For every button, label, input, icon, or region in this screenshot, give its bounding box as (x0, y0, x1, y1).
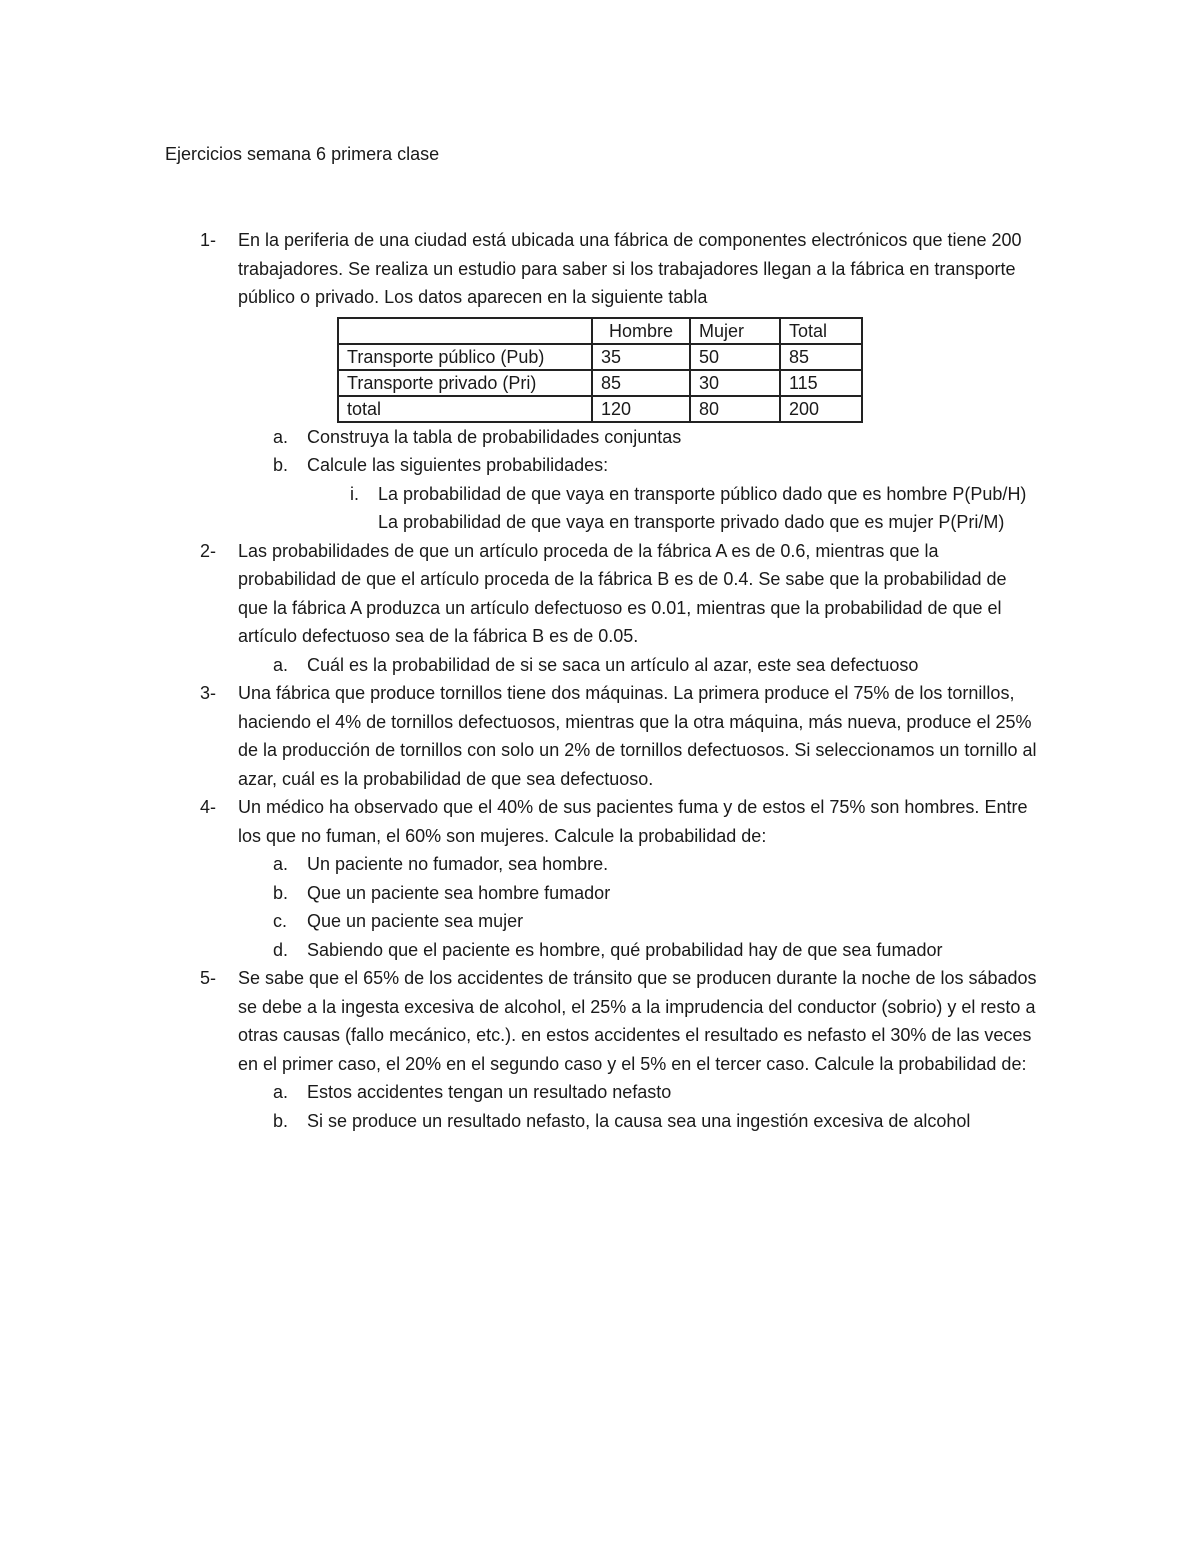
part-text: Estos accidentes tengan un resultado nefasto (307, 1082, 672, 1102)
table-row (338, 344, 862, 370)
table-row (338, 370, 862, 396)
part-text: Sabiendo que el paciente es hombre, qué probabilidad hay de que sea fumador (307, 939, 943, 960)
part-text: La probabilidad de que vaya en transporte público dado que es hombre P(Pub/H) La probabilidad de que vaya en transporte privado dado que es mujer P(Pri/M) (378, 483, 1027, 532)
part-label: a. (273, 1082, 289, 1102)
exercise-1-part-a (200, 423, 1040, 452)
table-header-row (338, 318, 862, 344)
exercise-4-part-c (200, 907, 1040, 936)
exercise-4 (200, 793, 1040, 850)
table-cell: Transporte privado (Pri) (338, 370, 592, 396)
part-text: Calcule las siguientes probabilidades: (307, 455, 609, 475)
exercise-5-part-a (200, 1078, 1040, 1107)
table-cell: 30 (690, 370, 780, 396)
table-cell: 115 (780, 370, 862, 396)
part-label: a. (273, 654, 289, 675)
table-cell: 85 (780, 344, 862, 370)
transport-table (337, 317, 863, 423)
part-label: i. (350, 483, 359, 504)
exercise-number: 4- (200, 797, 217, 817)
table-header-cell: Mujer (690, 318, 780, 344)
page-title: Ejercicios semana 6 primera clase (165, 144, 440, 164)
exercise-text: Las probabilidades de que un artículo proceda de la fábrica A es de 0.6, mientras que la probabilidad de que el artículo proceda de la fábrica B es de 0.4. Se sabe que la probabilidad de que la fábrica A produzca un artículo defectuoso es 0.01, mientras que la probabilidad de que el artículo defectuoso sea de la fábrica B es de 0.05. (238, 540, 1007, 646)
exercise-1 (200, 226, 1040, 312)
exercise-5 (200, 964, 1040, 1078)
exercise-number: 2- (200, 540, 217, 561)
table-header-cell: Total (780, 318, 862, 344)
exercise-2-part-a (200, 651, 1040, 680)
part-label: a. (273, 426, 289, 447)
part-label: b. (273, 455, 289, 475)
exercise-text: Una fábrica que produce tornillos tiene dos máquinas. La primera produce el 75% de los tornillos, haciendo el 4% de tornillos defectuosos, mientras que la otra máquina, más nueva, produce el 25% de la producción de tornillos con solo un 2% de tornillos defectuosos. Si seleccionamos un tornillo al azar, cuál es la probabilidad de que sea defectuoso. (238, 683, 1037, 789)
exercise-5-part-b (200, 1107, 1040, 1136)
exercise-4-part-a (200, 850, 1040, 879)
table-cell: 120 (592, 396, 690, 422)
table-cell: 35 (592, 344, 690, 370)
exercise-1-part-b-i (200, 480, 1040, 537)
exercise-number: 3- (200, 683, 217, 703)
exercise-list (200, 226, 1040, 1135)
part-text: Un paciente no fumador, sea hombre. (307, 854, 609, 874)
table-header-cell (338, 318, 592, 344)
exercise-number: 5- (200, 968, 217, 988)
exercise-1-part-b (200, 451, 1040, 480)
part-label: b. (273, 1110, 289, 1131)
table-cell: 80 (690, 396, 780, 422)
table-cell: 50 (690, 344, 780, 370)
exercise-2 (200, 537, 1040, 651)
part-label: d. (273, 939, 289, 960)
part-text: Cuál es la probabilidad de si se saca un artículo al azar, este sea defectuoso (307, 654, 919, 675)
table-cell: Transporte público (Pub) (338, 344, 592, 370)
table-cell: total (338, 396, 592, 422)
part-label: a. (273, 854, 289, 874)
exercise-3 (200, 679, 1040, 793)
table-cell: 85 (592, 370, 690, 396)
table-header-cell: Hombre (592, 318, 690, 344)
part-text: Construya la tabla de probabilidades conjuntas (307, 426, 682, 447)
exercise-number: 1- (200, 230, 217, 250)
exercise-text: Un médico ha observado que el 40% de sus pacientes fuma y de estos el 75% son hombres. Entre los que no fuman, el 60% son mujeres. Calcule la probabilidad de: (238, 797, 1028, 846)
part-text: Si se produce un resultado nefasto, la causa sea una ingestión excesiva de alcohol (307, 1110, 971, 1131)
part-text: Que un paciente sea mujer (307, 911, 524, 931)
part-text: Que un paciente sea hombre fumador (307, 882, 611, 903)
exercise-text: Se sabe que el 65% de los accidentes de tránsito que se producen durante la noche de los sábados se debe a la ingesta excesiva de alcohol, el 25% a la imprudencia del conductor (sobrio) y el resto a otras causas (fallo mecánico, etc.). en estos accidentes el resultado es nefasto el 30% de las veces en el primer caso, el 20% en el segundo caso y el 5% en el tercer caso. Calcule la probabilidad de: (238, 968, 1037, 1074)
table-row (338, 396, 862, 422)
part-label: c. (273, 911, 288, 931)
exercise-4-part-d (200, 936, 1040, 965)
exercise-text: En la periferia de una ciudad está ubicada una fábrica de componentes electrónicos que tiene 200 trabajadores. Se realiza un estudio para saber si los trabajadores llegan a la fábrica en transporte público o privado. Los datos aparecen en la siguiente tabla (238, 230, 1022, 307)
part-label: b. (273, 882, 289, 903)
table-cell: 200 (780, 396, 862, 422)
exercise-4-part-b (200, 879, 1040, 908)
